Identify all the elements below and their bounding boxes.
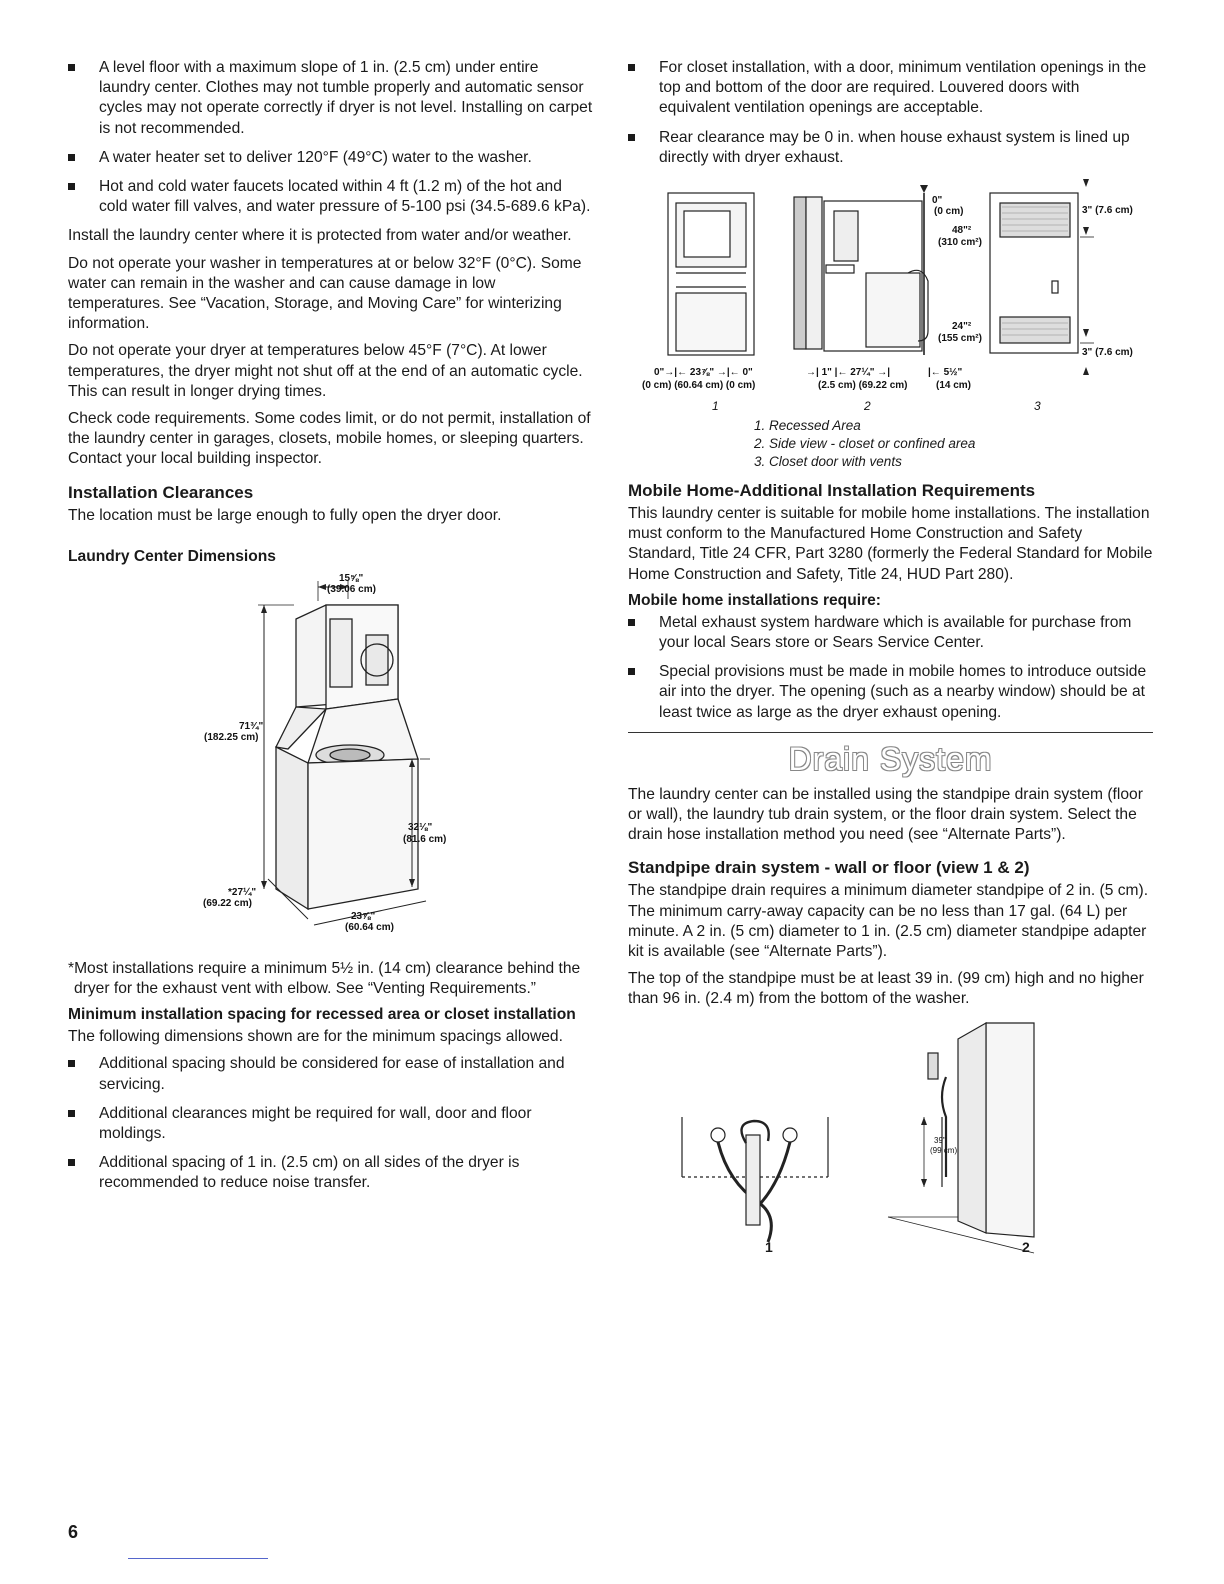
standpipe-height-cm-label: (99 cm)	[930, 1145, 958, 1155]
top-gap-label: 0"	[932, 195, 943, 207]
list-item: Special provisions must be made in mobile homes to introduce outside air into the dryer. The opening (such as a nearby window) should be at least twice as large as the dryer exhaust opening.	[628, 662, 1153, 723]
left-column	[68, 58, 593, 1203]
section-heading: Installation Clearances	[68, 482, 254, 502]
rear-gap-label: |← 5½"	[928, 367, 963, 379]
list-item: Additional spacing of 1 in. (2.5 cm) on all sides of the dryer is recommended to reduce noise transfer.	[68, 1153, 593, 1193]
bullet-square-icon	[628, 134, 635, 141]
depth-cm-label: (69.22 cm)	[203, 897, 252, 909]
top-gap-cm-label: (0 cm)	[934, 206, 964, 218]
paragraph: The top of the standpipe must be at least 39 in. (99 cm) high and no higher than 96 in. (2.4 m) from the bottom of the washer.	[628, 970, 1144, 1008]
width-cm-label: (60.64 cm)	[345, 921, 394, 933]
laundry-center-dimensions-figure	[68, 569, 593, 959]
width-label: 23⅞"	[351, 910, 376, 922]
washer-height-cm-label: (81.6 cm)	[403, 833, 447, 845]
closet-list	[628, 58, 1153, 168]
list-item: For closet installation, with a door, minimum ventilation openings in the top and bottom of the door are required. Louvered doors with equivalent ventilation openings are acceptable.	[628, 58, 1153, 119]
bullet-square-icon	[68, 1060, 75, 1067]
section-heading: Standpipe drain system - wall or floor (view 1 & 2)	[628, 858, 1030, 878]
footer-rule	[128, 1558, 268, 1559]
vent-top-cm-label: (310 cm²)	[938, 237, 982, 249]
height-label: 71¾"	[239, 720, 264, 732]
bullet-square-icon	[68, 64, 75, 71]
bullet-square-icon	[628, 668, 635, 675]
list-item: Additional clearances might be required for wall, door and floor moldings.	[68, 1104, 593, 1144]
figure-number: 3	[1034, 399, 1041, 414]
list-item: Rear clearance may be 0 in. when house exhaust system is lined up directly with dryer exhaust.	[628, 128, 1153, 168]
bullet-square-icon	[628, 619, 635, 626]
paragraph: Install the laundry center where it is protected from water and/or weather.	[68, 227, 572, 245]
paragraph: The location must be large enough to fully open the dryer door.	[68, 506, 502, 524]
figure-captions	[628, 417, 1153, 471]
height-cm-label: (182.25 cm)	[204, 731, 259, 743]
caption: 2. Side view - closet or confined area	[754, 436, 976, 452]
side-depth-cm-label: (2.5 cm) (69.22 cm)	[818, 380, 908, 392]
vent-bottom-label: 24"²	[952, 321, 972, 333]
view-number: 2	[1022, 1238, 1030, 1255]
list-item: A level floor with a maximum slope of 1 in. (2.5 cm) under entire laundry center. Clothes may not tumble properly and automatic sensor cycles may not operate correctly if dryer is not level. Installing on carpet is not recommended.	[68, 58, 593, 139]
figure-number: 2	[864, 399, 871, 414]
spacing-list	[68, 1054, 593, 1193]
closet-installation-figure	[628, 177, 1153, 417]
paragraph: Do not operate your washer in temperatures at or below 32°F (0°C). Some water can remain in the washer and can cause damage in low temperatures. See “Vacation, Storage, and Moving Care” for winterizing information.	[68, 254, 582, 333]
recess-width-cm-label: (0 cm) (60.64 cm) (0 cm)	[642, 380, 756, 392]
paragraph: Do not operate your dryer at temperatures below 45°F (7°C). At lower temperatures, the dryer might not shut off at the end of an automatic cycle. This can result in longer drying times.	[68, 342, 583, 400]
bullet-square-icon	[68, 1110, 75, 1117]
top-width-label: 15⅝"	[339, 572, 364, 584]
subsection-heading: Laundry Center Dimensions	[68, 547, 276, 565]
top-width-cm-label: (39.06 cm)	[327, 583, 376, 595]
caption: 1. Recessed Area	[754, 418, 861, 434]
door-bottom-vent-label: 3" (7.6 cm)	[1082, 347, 1133, 359]
section-divider	[628, 732, 1153, 733]
subsection-heading: Mobile home installations require:	[628, 591, 882, 609]
drain-system-banner: Drain System	[788, 740, 993, 777]
list-item: Additional spacing should be considered for ease of installation and servicing.	[68, 1054, 593, 1094]
list-item: Metal exhaust system hardware which is available for purchase from your local Sears store or Sears Service Center.	[628, 613, 1153, 653]
paragraph: The standpipe drain requires a minimum diameter standpipe of 2 in. (5 cm). The minimum carry-away capacity can be no less than 17 gal. (64 L) per minute. A 2 in. (5 cm) diameter to 1 in. (2.5 cm) diameter standpipe adapter kit is available (see “Alternate Parts”).	[628, 882, 1149, 961]
paragraph: This laundry center is suitable for mobile home installations. The installation must conform to the Manufactured Home Construction and Safety Standard, Title 24 CFR, Part 3280 (formerly the Federal Standard for Mobile Home Construction and Safety, Title 24, HUD Part 280).	[628, 505, 1153, 583]
vent-top-label: 48"²	[952, 225, 972, 237]
paragraph: The following dimensions shown are for the minimum spacings allowed.	[68, 1028, 563, 1046]
standpipe-drain-drawing	[628, 1017, 1153, 1257]
depth-label: *27¼"	[228, 886, 257, 898]
side-depth-label: →| 1" |← 27¼" →|	[806, 367, 891, 379]
bullet-square-icon	[68, 183, 75, 190]
page-number: 6	[68, 1522, 79, 1542]
washer-height-label: 32⅛"	[408, 821, 433, 833]
view-number: 1	[765, 1238, 773, 1255]
recess-width-label: 0"→|← 23⅞" →|← 0"	[654, 367, 753, 379]
bullet-square-icon	[628, 64, 635, 71]
figure-number: 1	[712, 399, 719, 414]
standpipe-drain-figure	[628, 1017, 1153, 1257]
rear-gap-cm-label: (14 cm)	[936, 380, 972, 392]
list-item: A water heater set to deliver 120°F (49°C) water to the washer.	[68, 148, 593, 168]
paragraph: The laundry center can be installed using the standpipe drain system (floor or wall), the laundry tub drain system, or the floor drain system. Select the drain hose installation method you need (see “Alternate Parts”).	[628, 785, 1143, 844]
mobile-requirements-list	[628, 613, 1153, 723]
caption: 3. Closet door with vents	[754, 454, 902, 470]
right-column	[628, 58, 1153, 1257]
standpipe-height-label: 39"	[934, 1135, 946, 1145]
door-top-vent-label: 3" (7.6 cm)	[1082, 205, 1133, 217]
section-heading: Mobile Home-Additional Installation Requirements	[628, 481, 1036, 501]
bullet-square-icon	[68, 154, 75, 161]
list-item: Hot and cold water faucets located within 4 ft (1.2 m) of the hot and cold water fill valves, and water pressure of 5-100 psi (34.5-689.6 kPa).	[68, 177, 593, 217]
paragraph: Check code requirements. Some codes limit, or do not permit, installation of the laundry center in garages, closets, mobile homes, or sleeping quarters. Contact your local building inspector.	[68, 410, 591, 468]
footnote: *Most installations require a minimum 5½ in. (14 cm) clearance behind the dryer for the exhaust vent with elbow. See “Venting Requirements.”	[68, 959, 581, 998]
vent-bottom-cm-label: (155 cm²)	[938, 333, 982, 345]
subsection-heading: Minimum installation spacing for recessed area or closet installation	[68, 1006, 576, 1024]
bullet-square-icon	[68, 1159, 75, 1166]
requirements-list	[68, 58, 593, 217]
laundry-center-drawing	[68, 569, 593, 959]
